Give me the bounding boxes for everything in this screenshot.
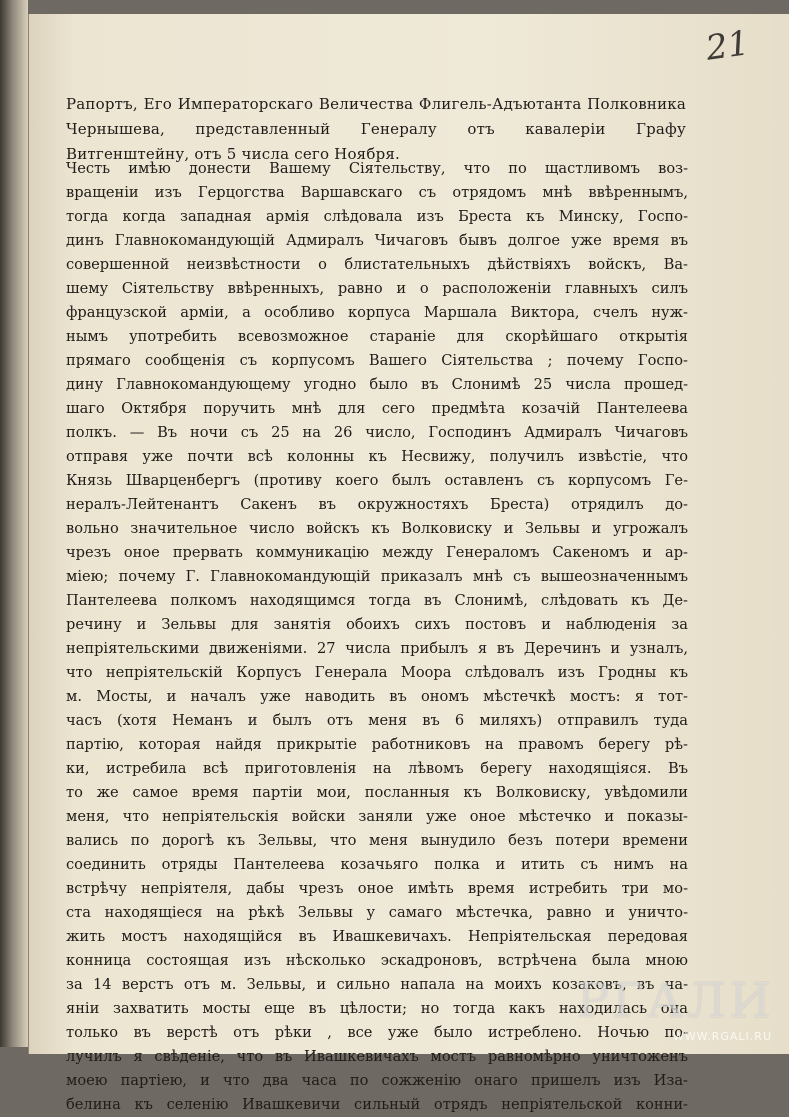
body-line: Пантелеева полкомъ находящимся тогда въ Слонимѣ, слѣдовать къ Де- [66, 592, 688, 609]
body-line: часъ (хотя Неманъ и былъ отъ меня въ 6 миляхъ) отправилъ туда [66, 712, 688, 729]
body-line: вольно значительное число войскъ къ Волковиску и Зельвы и угрожалъ [66, 520, 688, 537]
body-line: отправя уже почти всѣ колонны къ Несвижу, получилъ извѣстіе, что [66, 448, 688, 465]
body-line: Честь имѣю донести Вашему Сіятельству, что по щастливомъ воз- [66, 160, 688, 177]
body-line: жить мостъ находящійся въ Ивашкевичахъ. Непріятельская передовая [66, 928, 688, 945]
body-line: непріятельскими движеніями. 27 числа прибылъ я въ Деречинъ и узналъ, [66, 640, 688, 657]
body-line: моею партіею, и что два часа по сожженію онаго пришелъ изъ Иза- [66, 1072, 688, 1089]
body-line: за 14 верстъ отъ м. Зельвы, и сильно напала на моихъ козаковъ, въ ча- [66, 976, 688, 993]
body-line: вались по дорогѣ къ Зельвы, что меня вынудило безъ потери времени [66, 832, 688, 849]
body-line: тогда когда западная армія слѣдовала изъ Бреста къ Минску, Госпо- [66, 208, 688, 225]
body-line: белина къ селенію Ивашкевичи сильный отрядъ непріятельской конни- [66, 1096, 688, 1113]
body-line: ста находящіеся на рѣкѣ Зельвы у самаго мѣстечка, равно и уничто- [66, 904, 688, 921]
body-line: встрѣчу непріятеля, дабы чрезъ оное имѣть время истребить три мо- [66, 880, 688, 897]
body-line: меня, что непріятельскія войски заняли уже оное мѣстечко и показы- [66, 808, 688, 825]
body-line: динъ Главнокомандующій Адмиралъ Чичаговъ бывъ долгое уже время въ [66, 232, 688, 249]
body-line: речину и Зельвы для занятія обоихъ сихъ постовъ и наблюденія за [66, 616, 688, 633]
handwritten-page-number: 21 [703, 23, 752, 69]
body-line: шему Сіятельству ввѣренныхъ, равно и о расположеніи главныхъ силъ [66, 280, 688, 297]
body-line: прямаго сообщенія съ корпусомъ Вашего Сіятельства ; почему Госпо- [66, 352, 688, 369]
body-line: нымъ употребить всевозможное стараніе для скорѣйшаго открытія [66, 328, 688, 345]
body-line: дину Главнокомандующему угодно было въ Слонимѣ 25 числа прошед- [66, 376, 688, 393]
body-line: только въ верстѣ отъ рѣки , все уже было истреблено. Ночью по- [66, 1024, 688, 1041]
report-title: Рапортъ, Его Императорскаго Величества Флигель-Адъютанта Полковника Чернышева, представленный Генералу отъ кавалеріи Графу Витгенштейну, отъ 5 числа сего Ноября. [66, 95, 686, 163]
body-line: партію, которая найдя прикрытіе работниковъ на правомъ берегу рѣ- [66, 736, 688, 753]
body-line: конница состоящая изъ нѣсколько эскадроновъ, встрѣчена была мною [66, 952, 688, 969]
body-line: нералъ-Лейтенантъ Сакенъ въ окружностяхъ Бреста) отрядилъ до- [66, 496, 688, 513]
body-line: чрезъ оное прервать коммуникацію между Генераломъ Сакеномъ и ар- [66, 544, 688, 561]
archive-watermark-url: WWW.RGALI.RU [672, 1030, 772, 1043]
body-line: соединить отряды Пантелеева козачьяго полка и итить съ нимъ на [66, 856, 688, 873]
book-spine-edge [0, 0, 28, 1047]
body-line: французской арміи, а особливо корпуса Маршала Виктора, счелъ нуж- [66, 304, 688, 321]
archive-watermark: РГАЛИ [576, 973, 774, 1029]
body-line: совершенной неизвѣстности о блистательныхъ дѣйствіяхъ войскъ, Ва- [66, 256, 688, 273]
body-line: міею; почему Г. Главнокомандующій приказалъ мнѣ съ вышеозначеннымъ [66, 568, 688, 585]
body-line: шаго Октября поручить мнѣ для сего предмѣта козачій Пантелеева [66, 400, 688, 417]
body-line: ки, истребила всѣ приготовленія на лѣвомъ берегу находящіяся. Въ [66, 760, 688, 777]
body-line: вращеніи изъ Герцогства Варшавскаго съ отрядомъ мнѣ ввѣреннымъ, [66, 184, 688, 201]
body-line: м. Мосты, и началъ уже наводить въ ономъ мѣстечкѣ мостъ: я тот- [66, 688, 688, 705]
body-line: что непріятельскій Корпусъ Генерала Моора слѣдовалъ изъ Гродны къ [66, 664, 688, 681]
body-line: полкъ. — Въ ночи съ 25 на 26 число, Господинъ Адмиралъ Чичаговъ [66, 424, 688, 441]
body-line: то же самое время партіи мои, посланныя къ Волковиску, увѣдомили [66, 784, 688, 801]
body-line: Князь Шварценбергъ (противу коего былъ оставленъ съ корпусомъ Ге- [66, 472, 688, 489]
body-line: яніи захватить мосты еще въ цѣлости; но тогда какъ находилась она [66, 1000, 688, 1017]
body-line: лучилъ я свѣденіе, что въ Ивашкевичахъ мостъ равномѣрно уничтоженъ [66, 1048, 688, 1065]
